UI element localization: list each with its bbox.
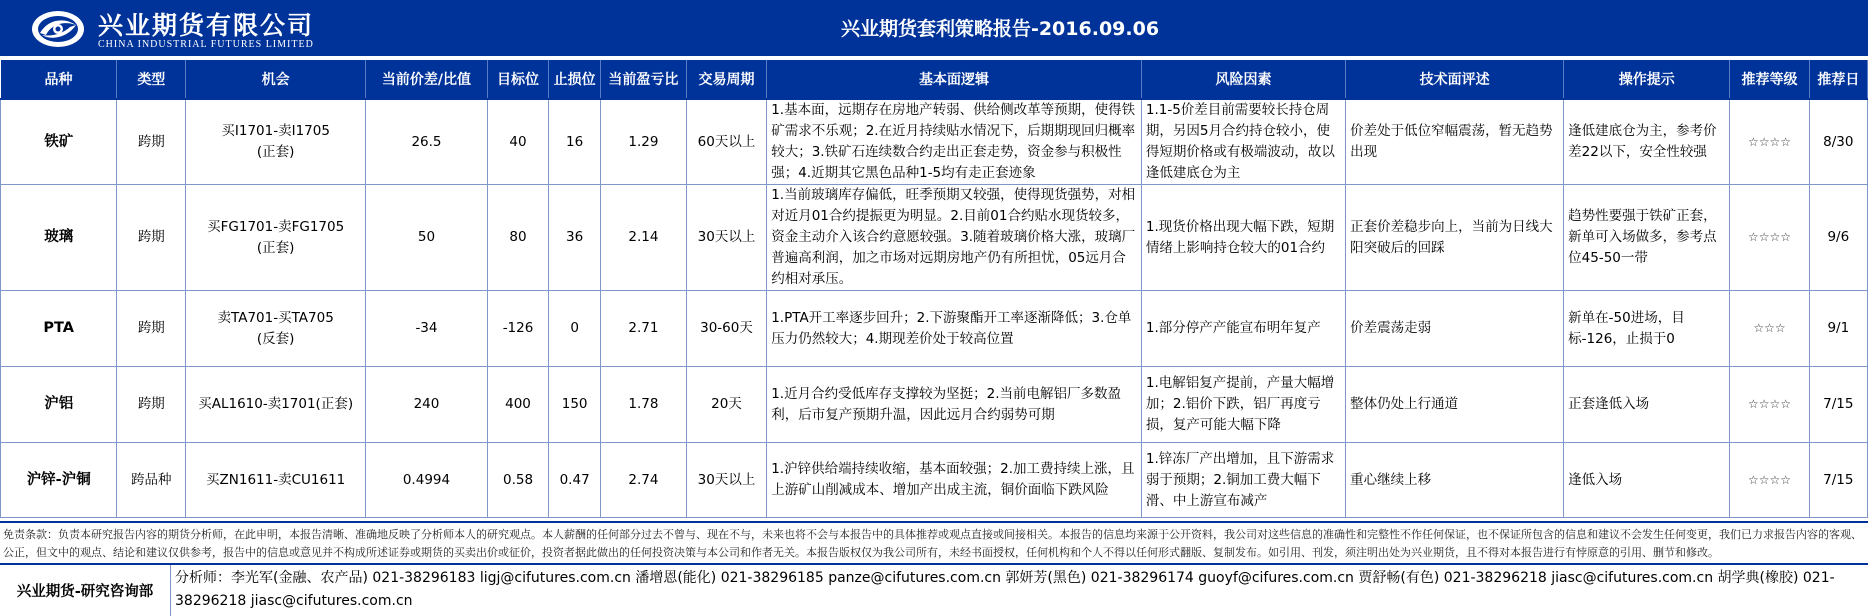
table-header-row — [1, 60, 1868, 99]
col-header-product: 品种 — [1, 60, 117, 99]
col-header-stop: 止损位 — [549, 60, 601, 99]
cell-period: 30天以上 — [686, 443, 766, 518]
logo-text-en: CHINA INDUSTRIAL FUTURES LIMITED — [98, 39, 314, 50]
opportunity-note: (正套) — [256, 144, 295, 160]
cell-risk: 1.部分停产产能宣布明年复产 — [1141, 291, 1345, 367]
cell-ratio: 2.74 — [601, 443, 687, 518]
cell-fundamental: 1.当前玻璃库存偏低，旺季预期又较强，使得现货强势，对相对近月01合约提振更为明显。2.目前01合约贴水现货较多，资金主动介入该合约意愿较强。3.随着玻璃价格大涨，玻璃厂普遍高利润，加之市场对远期房地产仍有所担忧，05远月合约相对承压。 — [767, 185, 1142, 291]
cell-spread: 240 — [366, 367, 488, 443]
col-header-rating: 推荐等级 — [1730, 60, 1809, 99]
cell-period: 20天 — [686, 367, 766, 443]
cell-rating-stars: ☆☆☆☆ — [1730, 185, 1809, 291]
company-logo-icon — [30, 9, 86, 49]
cell-stop: 16 — [549, 99, 601, 185]
cell-spread: 50 — [366, 185, 488, 291]
table-row — [1, 291, 1868, 367]
col-header-spread: 当前价差/比值 — [366, 60, 488, 99]
cell-opportunity — [186, 291, 366, 367]
cell-technical: 重心继续上移 — [1346, 443, 1564, 518]
cell-spread: 26.5 — [366, 99, 488, 185]
cell-target: 40 — [487, 99, 548, 185]
col-header-technical: 技术面评述 — [1346, 60, 1564, 99]
cell-fundamental: 1.PTA开工率逐步回升；2.下游聚酯开工率逐渐降低；3.仓单压力仍然较大；4.期现差价处于较高位置 — [767, 291, 1142, 367]
cell-risk: 1.1-5价差目前需要较长持仓周期，另因5月合约持仓较小，使得短期价格或有极端波动，故以逢低建底仓为主 — [1141, 99, 1345, 185]
table-row — [1, 443, 1868, 518]
cell-product: 铁矿 — [1, 99, 117, 185]
cell-type: 跨期 — [117, 291, 186, 367]
cell-target: 80 — [487, 185, 548, 291]
col-header-target: 目标位 — [487, 60, 548, 99]
cell-technical: 价差震荡走弱 — [1346, 291, 1564, 367]
footer-analyst-contacts: 分析师：李光军(金融、农产品) 021-38296183 ligj@cifutures.com.cn 潘增恩(能化) 021-38296185 panze@cifutures.com.cn 郭妍芳(黑色) 021-38296174 guoyf@cifures.com.cn 贾舒畅(有色) 021-38296218 jiasc@cifutures.com.cn 胡学典(橡胶) 021-38296218 jiasc@cifutures.com.cn — [175, 570, 1835, 609]
cell-rating-stars: ☆☆☆☆ — [1730, 443, 1809, 518]
cell-type: 跨品种 — [117, 443, 186, 518]
company-logo — [30, 6, 330, 52]
cell-period: 60天以上 — [686, 99, 766, 185]
cell-fundamental: 1.基本面，远期存在房地产转弱、供给侧改革等预期，使得铁矿需求不乐观；2.在近月持续贴水情况下，后期期现回归概率较大；3.铁矿石连续数合约走出正套走势，资金参与积极性强；4.近期其它黑色品种1-5均有走正套迹象 — [767, 99, 1142, 185]
cell-tip: 逢低入场 — [1564, 443, 1730, 518]
cell-opportunity — [186, 99, 366, 185]
table-row — [1, 185, 1868, 291]
cell-date: 9/6 — [1809, 185, 1867, 291]
cell-rating-stars: ☆☆☆ — [1730, 291, 1809, 367]
col-header-ratio: 当前盈亏比 — [601, 60, 687, 99]
col-header-opportunity: 机会 — [186, 60, 366, 99]
cell-tip: 新单在-50进场，目标-126，止损于0 — [1564, 291, 1730, 367]
cell-target: 400 — [487, 367, 548, 443]
cell-ratio: 1.78 — [601, 367, 687, 443]
footer — [0, 563, 1868, 616]
opportunity-line: 买FG1701-卖FG1705 — [207, 218, 345, 235]
col-header-period: 交易周期 — [686, 60, 766, 99]
disclaimer-text: 免责条款：负责本研究报告内容的期货分析师，在此申明，本报告清晰、准确地反映了分析师本人的研究观点。本人薪酬的任何部分过去不曾与、现在不与，未来也将不会与本报告中的具体推荐或观点直接或间接相关。本报告的信息均来源于公开资料，我公司对这些信息的准确性和完整性不作任何保证，也不保证所包含的信息和建议不会发生任何变更，我们已力求报告内容的客观、公正，但文中的观点、结论和建议仅供参考，报告中的信息或意见并不构成所述证券或期货的买卖出价或征价，投资者据此做出的任何投资决策与本公司和作者无关。本报告版权仅为我公司所有，未经书面授权，任何机构和个人不得以任何形式翻版、复制发布。如引用、刊发，须注明出处为兴业期货，且不得对本报告进行有悖原意的引用、删节和修改。 — [0, 521, 1868, 565]
cell-type: 跨期 — [117, 99, 186, 185]
cell-tip: 逢低建底仓为主，参考价差22以下，安全性较强 — [1564, 99, 1730, 185]
cell-fundamental: 1.沪锌供给端持续收缩，基本面较强；2.加工费持续上涨，且上游矿山削减成本、增加产出成主流，铜价面临下跌风险 — [767, 443, 1142, 518]
opportunity-line: 买AL1610-卖1701(正套) — [198, 396, 354, 412]
cell-spread: -34 — [366, 291, 488, 367]
cell-technical: 正套价差稳步向上，当前为日线大阳突破后的回踩 — [1346, 185, 1564, 291]
cell-date: 7/15 — [1809, 367, 1867, 443]
cell-opportunity — [186, 367, 366, 443]
cell-date: 8/30 — [1809, 99, 1867, 185]
cell-ratio: 2.14 — [601, 185, 687, 291]
opportunity-note: (反套) — [256, 330, 295, 347]
cell-period: 30-60天 — [686, 291, 766, 367]
cell-target: 0.58 — [487, 443, 548, 518]
col-header-risk: 风险因素 — [1141, 60, 1345, 99]
cell-opportunity — [186, 443, 366, 518]
cell-technical: 价差处于低位窄幅震荡，暂无趋势出现 — [1346, 99, 1564, 185]
cell-rating-stars: ☆☆☆☆ — [1730, 99, 1809, 185]
cell-stop: 150 — [549, 367, 601, 443]
cell-type: 跨期 — [117, 185, 186, 291]
report-title: 兴业期货套利策略报告-2016.09.06 — [840, 18, 1160, 40]
col-header-fundamental: 基本面逻辑 — [767, 60, 1142, 99]
cell-rating-stars: ☆☆☆☆ — [1730, 367, 1809, 443]
col-header-date: 推荐日 — [1809, 60, 1867, 99]
cell-fundamental: 1.近月合约受低库存支撑较为坚挺；2.当前电解铝厂多数盈利，后市复产预期升温，因此远月合约弱势可期 — [767, 367, 1142, 443]
cell-type: 跨期 — [117, 367, 186, 443]
cell-product: 玻璃 — [1, 185, 117, 291]
col-header-type: 类型 — [117, 60, 186, 99]
header-band — [0, 0, 1868, 56]
opportunity-line: 买I1701-卖I1705 — [221, 123, 330, 139]
logo-text-cn: 兴业期货有限公司 — [98, 11, 315, 40]
cell-technical: 整体仍处上行通道 — [1346, 367, 1564, 443]
footer-department: 兴业期货-研究咨询部 — [0, 565, 171, 616]
cell-product: 沪铝 — [1, 367, 117, 443]
col-header-tip: 操作提示 — [1564, 60, 1730, 99]
table-row — [1, 99, 1868, 185]
cell-tip: 趋势性要强于铁矿正套，新单可入场做多，参考点位45-50一带 — [1564, 185, 1730, 291]
cell-product: PTA — [1, 291, 117, 367]
cell-stop: 0 — [549, 291, 601, 367]
cell-ratio: 1.29 — [601, 99, 687, 185]
cell-stop: 36 — [549, 185, 601, 291]
cell-date: 9/1 — [1809, 291, 1867, 367]
opportunity-line: 卖TA701-买TA705 — [217, 309, 334, 326]
cell-risk: 1.锌冻厂产出增加，且下游需求弱于预期；2.铜加工费大幅下滑、中上游宣布减产 — [1141, 443, 1345, 518]
cell-target: -126 — [487, 291, 548, 367]
strategy-table — [0, 60, 1868, 518]
cell-opportunity — [186, 185, 366, 291]
opportunity-line: 买ZN1611-卖CU1611 — [206, 471, 346, 488]
table-row — [1, 367, 1868, 443]
cell-spread: 0.4994 — [366, 443, 488, 518]
cell-risk: 1.现货价格出现大幅下跌，短期情绪上影响持仓较大的01合约 — [1141, 185, 1345, 291]
cell-period: 30天以上 — [686, 185, 766, 291]
cell-date: 7/15 — [1809, 443, 1867, 518]
cell-risk: 1.电解铝复产提前，产量大幅增加；2.铝价下跌，铝厂再度亏损，复产可能大幅下降 — [1141, 367, 1345, 443]
opportunity-note: (正套) — [256, 239, 295, 256]
cell-product: 沪锌-沪铜 — [1, 443, 117, 518]
cell-tip: 正套逢低入场 — [1564, 367, 1730, 443]
cell-ratio: 2.71 — [601, 291, 687, 367]
cell-stop: 0.47 — [549, 443, 601, 518]
